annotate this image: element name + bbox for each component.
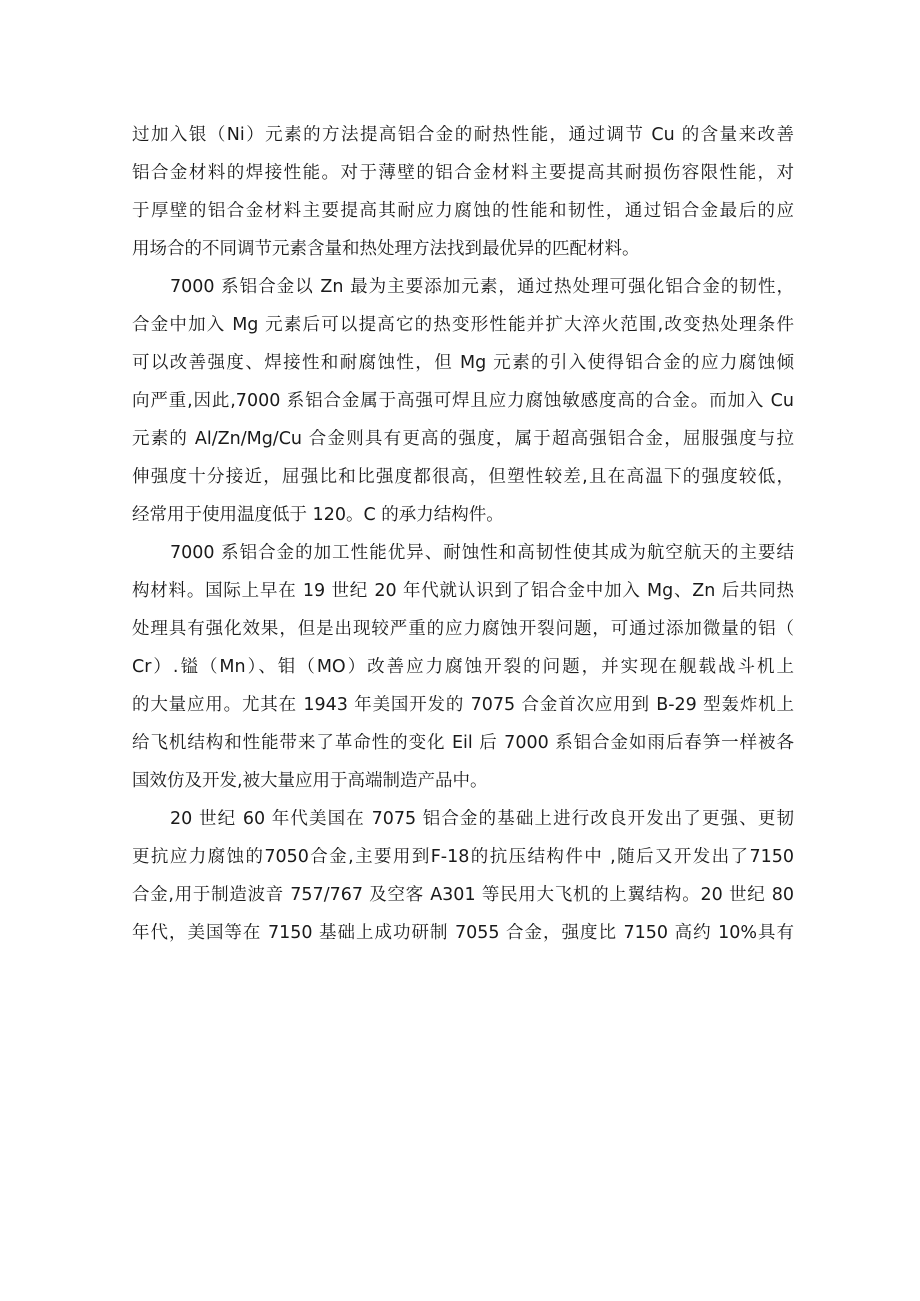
paragraph-2 — [132, 268, 794, 534]
text-line: 可以改善强度、焊接性和耐腐蚀性，但 Mg 元素的引入使得铝合金的应力腐蚀倾 — [132, 353, 794, 373]
text-line: Cr）.镒（Mn）、钼（MO）改善应力腐蚀开裂的问题，并实现在舰载战斗机上 — [132, 657, 794, 677]
text-line: 20 世纪 60 年代美国在 7075 铝合金的基础上进行改良开发出了更强、更韧 — [170, 809, 794, 829]
text-line: 年代，美国等在 7150 基础上成功研制 7055 合金，强度比 7150 高约 10%具有 — [132, 923, 794, 943]
paragraph-4 — [132, 800, 794, 952]
text-line: 的大量应用。尤其在 1943 年美国开发的 7075 合金首次应用到 B-29 型轰炸机上 — [132, 695, 794, 715]
text-line: 过加入银（Ni）元素的方法提高铝合金的耐热性能，通过调节 Cu 的含量来改善 — [132, 125, 794, 145]
text-line: 于厚壁的铝合金材料主要提高其耐应力腐蚀的性能和韧性，通过铝合金最后的应 — [132, 201, 794, 221]
text-line: 铝合金材料的焊接性能。对于薄壁的铝合金材料主要提高其耐损伤容限性能，对 — [132, 163, 794, 183]
text-line: 更抗应力腐蚀的7050合金,主要用到F-18的抗压结构件中 ,随后又开发出了7150 — [132, 847, 794, 867]
text-line: 用场合的不同调节元素含量和热处理方法找到最优异的匹配材料。 — [132, 239, 640, 259]
text-line: 7000 系铝合金的加工性能优异、耐蚀性和高韧性使其成为航空航天的主要结 — [170, 543, 794, 563]
text-line: 伸强度十分接近，屈强比和比强度都很高，但塑性较差,且在高温下的强度较低， — [132, 467, 794, 487]
text-line: 合金,用于制造波音 757/767 及空客 A301 等民用大飞机的上翼结构。20 世纪 80 — [132, 885, 794, 905]
document-body — [132, 116, 794, 952]
text-line: 给飞机结构和性能带来了革命性的变化 Eil 后 7000 系铝合金如雨后春笋一样被各 — [132, 733, 794, 753]
text-line: 经常用于使用温度低于 120。C 的承力结构件。 — [132, 505, 504, 525]
text-line: 向严重,因此,7000 系铝合金属于高强可焊且应力腐蚀敏感度高的合金。而加入 Cu — [132, 391, 794, 411]
text-line: 7000 系铝合金以 Zn 最为主要添加元素，通过热处理可强化铝合金的韧性， — [170, 277, 794, 297]
text-line: 合金中加入 Mg 元素后可以提高它的热变形性能并扩大淬火范围,改变热处理条件 — [132, 315, 794, 335]
text-line: 处理具有强化效果，但是出现较严重的应力腐蚀开裂问题，可通过添加微量的铝（ — [132, 619, 794, 639]
paragraph-1 — [132, 116, 794, 268]
text-line: 构材料。国际上早在 19 世纪 20 年代就认识到了铝合金中加入 Mg、Zn 后共同热 — [132, 581, 794, 601]
paragraph-3 — [132, 534, 794, 800]
text-line: 国效仿及开发,被大量应用于高端制造产品中。 — [132, 771, 488, 791]
text-line: 元素的 Al/Zn/Mg/Cu 合金则具有更高的强度，属于超高强铝合金，屈服强度与拉 — [132, 429, 794, 449]
